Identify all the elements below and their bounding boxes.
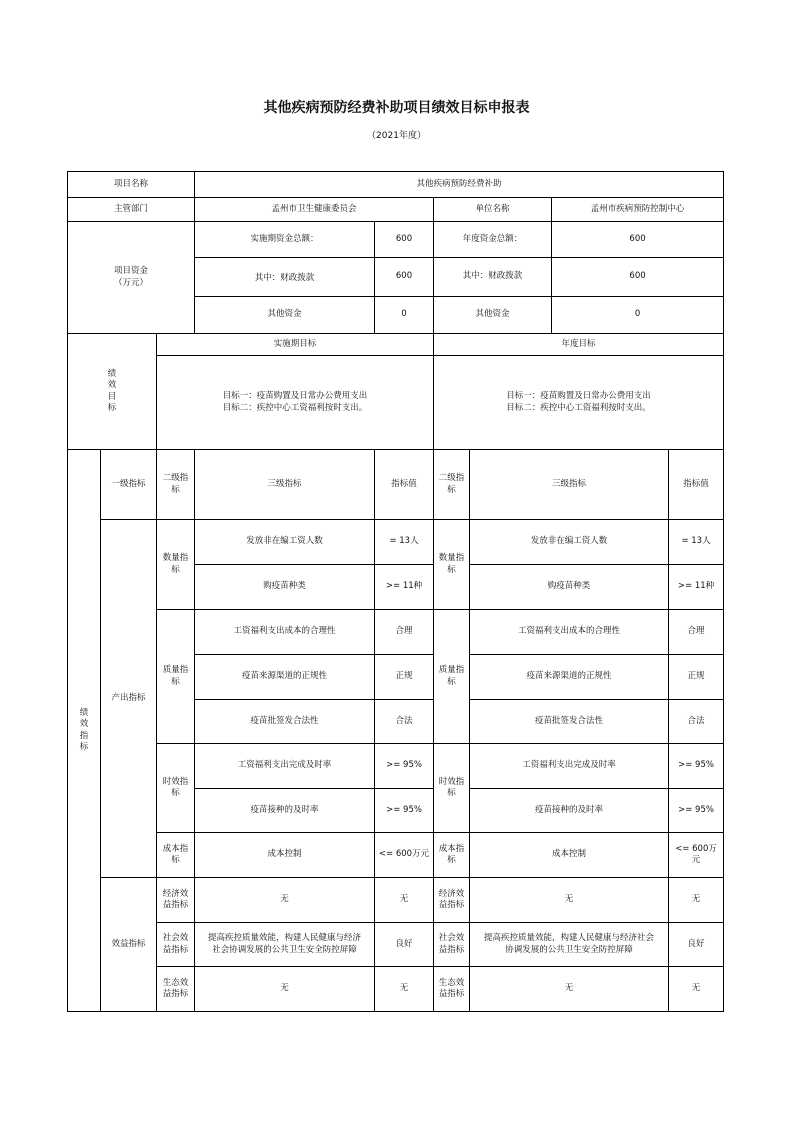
indicator-value-annual: <= 600万元 bbox=[669, 833, 724, 878]
indicator-value: <= 600万元 bbox=[375, 833, 434, 878]
indicator-value: 正规 bbox=[375, 655, 434, 700]
indicator-value-annual: 良好 bbox=[669, 923, 724, 967]
impl-fiscal-label: 其中：财政拨款 bbox=[195, 258, 375, 297]
indicator-value: 合理 bbox=[375, 610, 434, 655]
indicator-name-annual: 疫苗接种的及时率 bbox=[470, 789, 669, 833]
timeliness-indicator-label: 时效指标 bbox=[157, 744, 195, 833]
indicator-name: 疫苗接种的及时率 bbox=[195, 789, 375, 833]
ecological-indicator-label: 生态效益指标 bbox=[157, 967, 195, 1012]
annual-fiscal-value: 600 bbox=[552, 258, 724, 297]
indicator-value: >= 95% bbox=[375, 744, 434, 789]
economic-indicator-label: 经济效益指标 bbox=[157, 878, 195, 923]
indicator-name-annual: 无 bbox=[470, 967, 669, 1012]
indicator-value-annual: 正规 bbox=[669, 655, 724, 700]
indicator-name: 无 bbox=[195, 878, 375, 923]
indicator-value-annual: 无 bbox=[669, 878, 724, 923]
annual-other-label: 其他资金 bbox=[434, 297, 552, 334]
indicator-name: 购疫苗种类 bbox=[195, 565, 375, 610]
indicator-value-annual: 无 bbox=[669, 967, 724, 1012]
indicator-name-annual: 工资福利支出成本的合理性 bbox=[470, 610, 669, 655]
indicator-value: 无 bbox=[375, 878, 434, 923]
economic-indicator-label-annual: 经济效益指标 bbox=[434, 878, 470, 923]
indicator-name: 无 bbox=[195, 967, 375, 1012]
indicator-name-annual: 无 bbox=[470, 878, 669, 923]
header-value-annual: 指标值 bbox=[669, 450, 724, 520]
indicator-value-annual: 合法 bbox=[669, 700, 724, 744]
impl-goal-header: 实施期目标 bbox=[157, 334, 434, 356]
goals-label: 绩效目标 bbox=[68, 334, 157, 450]
social-indicator-label-annual: 社会效益指标 bbox=[434, 923, 470, 967]
indicator-name: 工资福利支出成本的合理性 bbox=[195, 610, 375, 655]
indicator-value: 无 bbox=[375, 967, 434, 1012]
indicator-value: = 13人 bbox=[375, 520, 434, 565]
indicator-value: >= 95% bbox=[375, 789, 434, 833]
cost-indicator-label-annual: 成本指标 bbox=[434, 833, 470, 878]
header-level2-annual: 二级指标 bbox=[434, 450, 470, 520]
indicator-value-annual: = 13人 bbox=[669, 520, 724, 565]
annual-fiscal-label: 其中：财政拨款 bbox=[434, 258, 552, 297]
unit-label: 单位名称 bbox=[434, 198, 552, 222]
funds-label: 项目资金 （万元） bbox=[68, 222, 195, 334]
indicator-name: 工资福利支出完成及时率 bbox=[195, 744, 375, 789]
indicator-name-social: 提高疾控质量效能，构建人民健康与经济 社会协调发展的公共卫生安全防控屏障 bbox=[195, 923, 375, 967]
indicator-name-annual: 成本控制 bbox=[470, 833, 669, 878]
header-level3-annual: 三级指标 bbox=[470, 450, 669, 520]
dept-label: 主管部门 bbox=[68, 198, 195, 222]
header-value: 指标值 bbox=[375, 450, 434, 520]
indicator-name-annual: 发放非在编工资人数 bbox=[470, 520, 669, 565]
impl-other-value: 0 bbox=[375, 297, 434, 334]
ecological-indicator-label-annual: 生态效益指标 bbox=[434, 967, 470, 1012]
impl-fiscal-value: 600 bbox=[375, 258, 434, 297]
indicator-name: 疫苗来源渠道的正规性 bbox=[195, 655, 375, 700]
project-name-label: 项目名称 bbox=[68, 172, 195, 198]
indicator-name-annual: 疫苗批签发合法性 bbox=[470, 700, 669, 744]
document-title: 其他疾病预防经费补助项目绩效目标申报表 bbox=[263, 100, 530, 116]
performance-table bbox=[67, 171, 724, 1012]
header-level3: 三级指标 bbox=[195, 450, 375, 520]
indicator-value-annual: >= 95% bbox=[669, 744, 724, 789]
unit-value: 孟州市疾病预防控制中心 bbox=[552, 198, 724, 222]
impl-other-label: 其他资金 bbox=[195, 297, 375, 334]
indicator-name: 发放非在编工资人数 bbox=[195, 520, 375, 565]
indicator-name: 疫苗批签发合法性 bbox=[195, 700, 375, 744]
indicator-name-annual: 疫苗来源渠道的正规性 bbox=[470, 655, 669, 700]
output-indicator-label: 产出指标 bbox=[101, 520, 157, 878]
document-year: （2021年度） bbox=[367, 131, 426, 141]
effect-indicator-label: 效益指标 bbox=[101, 878, 157, 1012]
header-level1: 一级指标 bbox=[101, 450, 157, 520]
indicator-name-annual: 工资福利支出完成及时率 bbox=[470, 744, 669, 789]
indicator-value: 合法 bbox=[375, 700, 434, 744]
annual-goal-text: 目标一：疫苗购置及日常办公费用支出 目标二：疾控中心工资福利按时支出。 bbox=[434, 356, 724, 450]
indicator-value-annual: >= 11种 bbox=[669, 565, 724, 610]
annual-total-value: 600 bbox=[552, 222, 724, 258]
quality-indicator-label-annual: 质量指标 bbox=[434, 610, 470, 744]
dept-value: 孟州市卫生健康委员会 bbox=[195, 198, 434, 222]
annual-other-value: 0 bbox=[552, 297, 724, 334]
indicator-name: 成本控制 bbox=[195, 833, 375, 878]
indicator-value: 良好 bbox=[375, 923, 434, 967]
impl-goal-text: 目标一：疫苗购置及日常办公费用支出 目标二：疾控中心工资福利按时支出。 bbox=[157, 356, 434, 450]
header-level2: 二级指标 bbox=[157, 450, 195, 520]
indicator-value-annual: >= 95% bbox=[669, 789, 724, 833]
quantity-indicator-label-annual: 数量指标 bbox=[434, 520, 470, 610]
indicators-label: 绩效指标 bbox=[68, 450, 101, 1012]
cost-indicator-label: 成本指标 bbox=[157, 833, 195, 878]
social-indicator-label: 社会效益指标 bbox=[157, 923, 195, 967]
quantity-indicator-label: 数量指标 bbox=[157, 520, 195, 610]
indicator-value-annual: 合理 bbox=[669, 610, 724, 655]
indicator-value: >= 11种 bbox=[375, 565, 434, 610]
timeliness-indicator-label-annual: 时效指标 bbox=[434, 744, 470, 833]
impl-total-label: 实施期资金总额： bbox=[195, 222, 375, 258]
annual-total-label: 年度资金总额： bbox=[434, 222, 552, 258]
indicator-name-social-annual: 提高疾控质量效能，构建人民健康与经济社会 协调发展的公共卫生安全防控屏障 bbox=[470, 923, 669, 967]
impl-total-value: 600 bbox=[375, 222, 434, 258]
quality-indicator-label: 质量指标 bbox=[157, 610, 195, 744]
indicator-name-annual: 购疫苗种类 bbox=[470, 565, 669, 610]
annual-goal-header: 年度目标 bbox=[434, 334, 724, 356]
project-name-value: 其他疾病预防经费补助 bbox=[195, 172, 724, 198]
